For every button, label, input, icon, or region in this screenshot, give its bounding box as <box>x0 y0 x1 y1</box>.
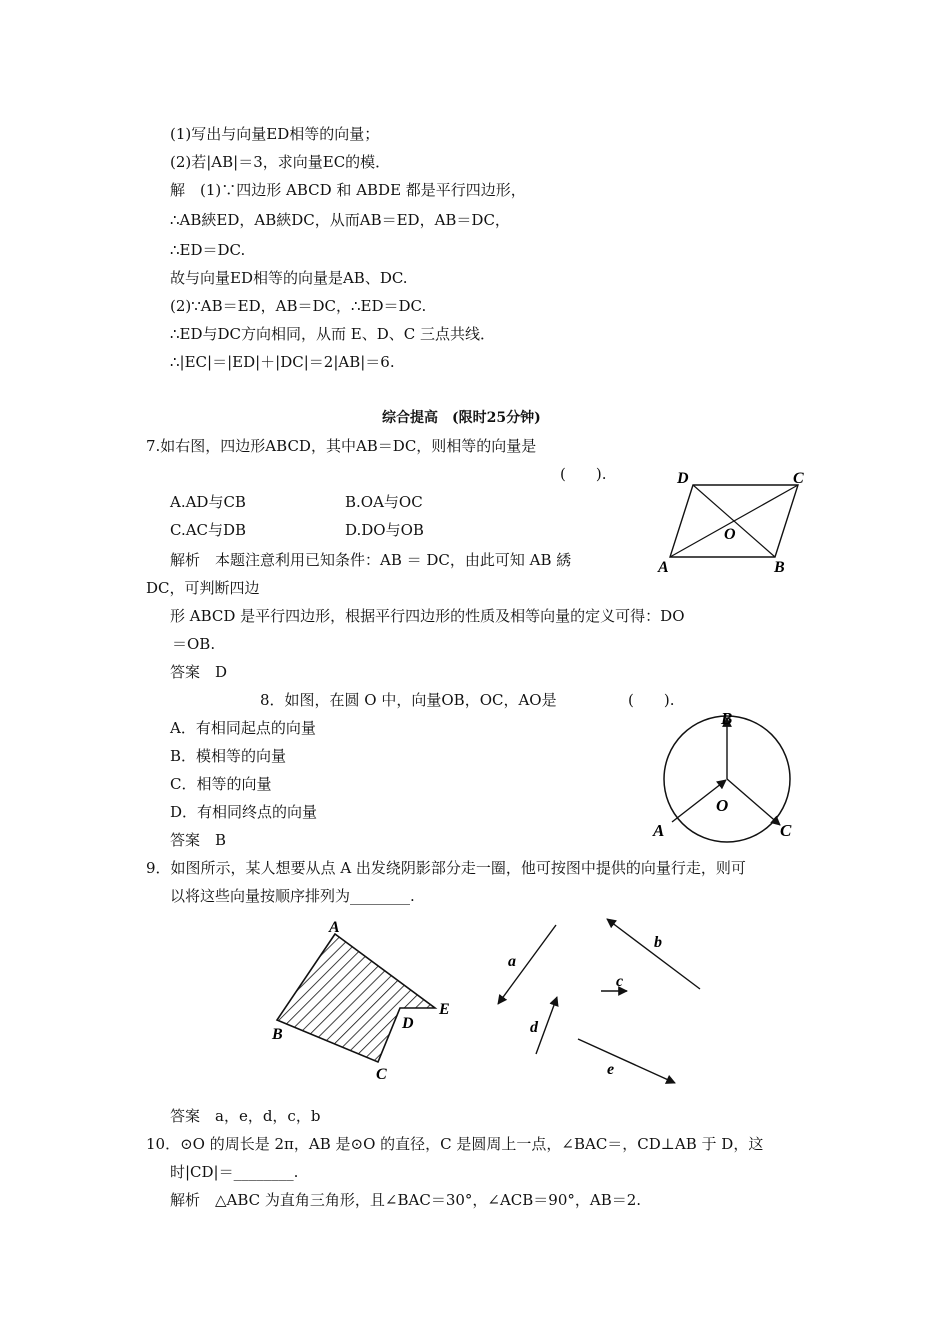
label-a: A <box>658 559 669 576</box>
q8-option-b: B．模相等的向量 <box>170 747 287 765</box>
label-b: B <box>272 1026 283 1043</box>
q6-solution-line3: ∴ED＝DC. <box>170 241 246 259</box>
label-d: D <box>677 470 689 487</box>
vector-a <box>498 925 556 1004</box>
q7-analysis-line2: DC，可判断四边 <box>146 579 260 597</box>
shaded-region <box>277 934 435 1062</box>
label-o: O <box>716 796 729 815</box>
q7-paren: ( ). <box>560 465 607 483</box>
label-vector-b: b <box>654 934 662 951</box>
q6-solution-line4: 故与向量ED相等的向量是AB、DC. <box>170 269 408 287</box>
q8-option-a: A．有相同起点的向量 <box>170 719 316 737</box>
vector-oc <box>727 779 780 825</box>
q9-stem-line1: 9．如图所示，某人想要从点 A 出发绕阴影部分走一圈，他可按图中提供的向量行走，则可 <box>146 859 746 877</box>
q8-option-d: D．有相同终点的向量 <box>170 803 318 821</box>
diagonal-db <box>693 485 775 557</box>
q9-answer: 答案 a，e，d，c，b <box>170 1107 321 1125</box>
label-c: C <box>376 1066 387 1083</box>
section-title: 综合提高 (限时25分钟) <box>382 410 541 426</box>
q6-solution-line5: (2)∵AB＝ED，AB＝DC，∴ED＝DC. <box>170 297 427 315</box>
q6-solution-line2: ∴AB綊ED，AB綊DC，从而AB＝ED，AB＝DC， <box>170 211 510 229</box>
q7-analysis-line3: 形 ABCD 是平行四边形，根据平行四边形的性质及相等向量的定义可得：DO <box>170 607 685 625</box>
q9-vectors-figure <box>488 912 718 1092</box>
q6-solution-line1: 解 (1)∵四边形 ABCD 和 ABDE 都是平行四边形， <box>170 181 526 199</box>
q8-option-c: C．相等的向量 <box>170 775 272 793</box>
q8-circle-figure <box>650 704 810 844</box>
q10-stem-line1: 10．⊙O 的周长是 2π，AB 是⊙O 的直径，C 是圆周上一点，∠BAC＝，CD⊥AB 于 D，这 <box>146 1135 764 1153</box>
label-a: A <box>329 919 340 936</box>
label-e: E <box>439 1001 450 1018</box>
q7-analysis-line1: 解析 本题注意利用已知条件：AB ＝ DC，由此可知 AB 綉 <box>170 551 572 569</box>
q7-stem: 7.如右图，四边形ABCD，其中AB＝DC，则相等的向量是 <box>146 437 537 455</box>
label-b: B <box>721 709 733 728</box>
vector-e <box>578 1039 675 1083</box>
q7-option-a: A.AD与CB <box>170 493 246 511</box>
label-vector-e: e <box>607 1061 615 1078</box>
q8-answer: 答案 B <box>170 831 227 849</box>
label-vector-d: d <box>530 1019 538 1036</box>
label-b: B <box>774 559 785 576</box>
q10-analysis: 解析 △ABC 为直角三角形，且∠BAC＝30°，∠ACB＝90°，AB＝2. <box>170 1191 642 1209</box>
q7-answer: 答案 D <box>170 663 228 681</box>
q6-solution-line7: ∴|EC|＝|ED|＋|DC|＝2|AB|＝6. <box>170 353 395 371</box>
q7-option-c: C.AC与DB <box>170 521 247 539</box>
label-a: A <box>653 821 665 840</box>
q6-solution-line6: ∴ED与DC方向相同，从而 E、D、C 三点共线． <box>170 325 496 343</box>
q7-analysis-line4: ＝OB. <box>172 635 216 653</box>
q9-stem-line2: 以将这些向量按顺序排列为________. <box>170 887 415 905</box>
q8-stem: 8．如图，在圆 O 中，向量OB，OC，AO是 <box>260 691 557 709</box>
q6-part2: (2)若|AB|＝3，求向量EC的模． <box>170 153 391 171</box>
label-d: D <box>402 1015 414 1032</box>
q7-option-b: B.OA与OC <box>345 493 423 511</box>
label-c: C <box>780 821 792 840</box>
q8-paren: ( ). <box>628 691 675 709</box>
q9-shaded-shape-figure <box>262 912 462 1088</box>
label-c: C <box>793 470 804 487</box>
q10-stem-line2: 时|CD|＝________. <box>170 1163 299 1181</box>
label-vector-c: c <box>616 973 624 990</box>
label-o: O <box>724 526 736 543</box>
vector-d <box>536 997 557 1054</box>
q7-option-d: D.DO与OB <box>345 521 424 539</box>
label-vector-a: a <box>508 953 516 970</box>
q7-parallelogram-figure <box>650 462 820 577</box>
q6-part1: (1)写出与向量ED相等的向量； <box>170 125 380 143</box>
